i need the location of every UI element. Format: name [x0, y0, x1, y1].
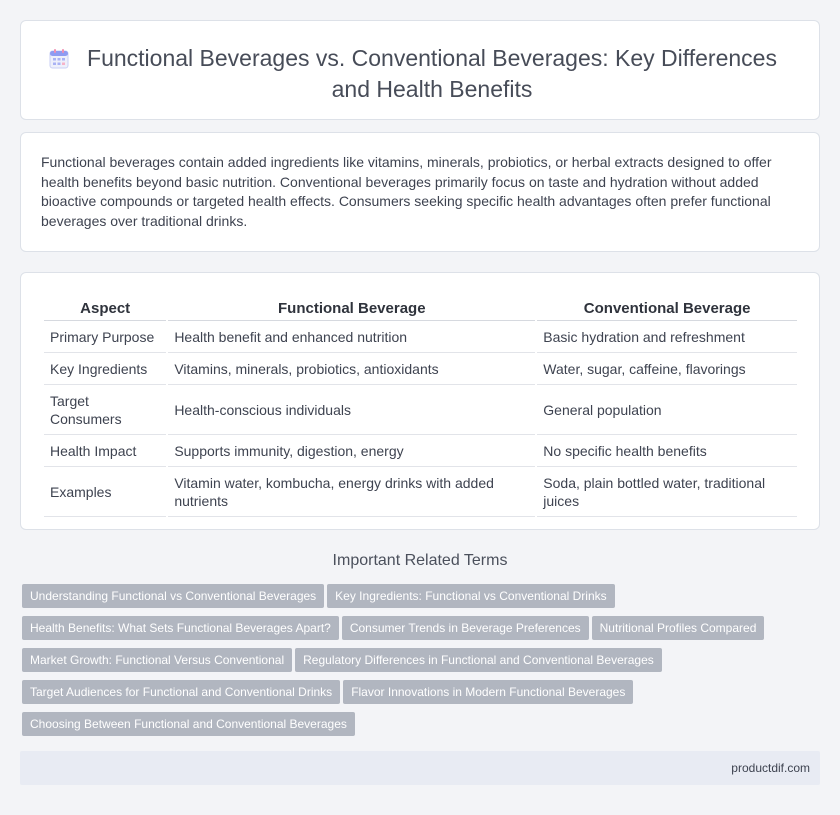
- related-tag[interactable]: Flavor Innovations in Modern Functional Beverages: [343, 680, 633, 704]
- table-row: [44, 354, 797, 385]
- related-tag[interactable]: Understanding Functional vs Conventional Beverages: [22, 584, 324, 608]
- table-row: [44, 386, 797, 435]
- related-terms-heading: Important Related Terms: [332, 552, 508, 569]
- table-row: [44, 322, 797, 353]
- cell-conventional: General population: [537, 386, 797, 435]
- cell-conventional: Soda, plain bottled water, traditional juices: [537, 468, 797, 517]
- cell-conventional: Water, sugar, caffeine, flavorings: [537, 354, 797, 385]
- related-tag[interactable]: Nutritional Profiles Compared: [592, 616, 765, 640]
- header-functional: Functional Beverage: [168, 298, 535, 321]
- related-tag[interactable]: Choosing Between Functional and Conventional Beverages: [22, 712, 355, 736]
- related-tag[interactable]: Key Ingredients: Functional vs Conventional Drinks: [327, 584, 614, 608]
- related-tag[interactable]: Target Audiences for Functional and Conventional Drinks: [22, 680, 340, 704]
- related-tag[interactable]: Regulatory Differences in Functional and Conventional Beverages: [295, 648, 662, 672]
- title-card: [20, 20, 820, 120]
- table-header-row: [44, 298, 797, 321]
- table-row: [44, 468, 797, 517]
- cell-aspect: Key Ingredients: [44, 354, 166, 385]
- cell-functional: Health-conscious individuals: [168, 386, 535, 435]
- site-link[interactable]: productdif.com: [731, 761, 810, 775]
- related-tag[interactable]: Consumer Trends in Beverage Preferences: [342, 616, 589, 640]
- table-row: [44, 436, 797, 467]
- cell-aspect: Health Impact: [44, 436, 166, 467]
- cell-aspect: Primary Purpose: [44, 322, 166, 353]
- related-tag[interactable]: Market Growth: Functional Versus Conventional: [22, 648, 292, 672]
- comparison-table: [42, 297, 799, 518]
- cell-functional: Health benefit and enhanced nutrition: [168, 322, 535, 353]
- page-title: Functional Beverages vs. Conventional Beverages: Key Differences and Health Benefits: [87, 45, 777, 102]
- related-tags: [22, 584, 812, 744]
- cell-aspect: Target Consumers: [44, 386, 166, 435]
- intro-paragraph: Functional beverages contain added ingredients like vitamins, minerals, probiotics, or herbal extracts designed to offer health benefits beyond basic nutrition. Conventional beverages primarily focus on taste and hydration without added bioactive compounds or targeted health effects. Consumers seeking specific health advantages often prefer functional beverages over traditional drinks.: [41, 154, 772, 229]
- header-conventional: Conventional Beverage: [537, 298, 797, 321]
- cell-functional: Vitamin water, kombucha, energy drinks with added nutrients: [168, 468, 535, 517]
- cell-functional: Supports immunity, digestion, energy: [168, 436, 535, 467]
- intro-card: [20, 132, 820, 252]
- footer-bar: [20, 751, 820, 785]
- cell-functional: Vitamins, minerals, probiotics, antioxidants: [168, 354, 535, 385]
- comparison-table-card: [20, 272, 820, 530]
- header-aspect: Aspect: [44, 298, 166, 321]
- cell-aspect: Examples: [44, 468, 166, 517]
- cell-conventional: No specific health benefits: [537, 436, 797, 467]
- cell-conventional: Basic hydration and refreshment: [537, 322, 797, 353]
- related-tag[interactable]: Health Benefits: What Sets Functional Beverages Apart?: [22, 616, 339, 640]
